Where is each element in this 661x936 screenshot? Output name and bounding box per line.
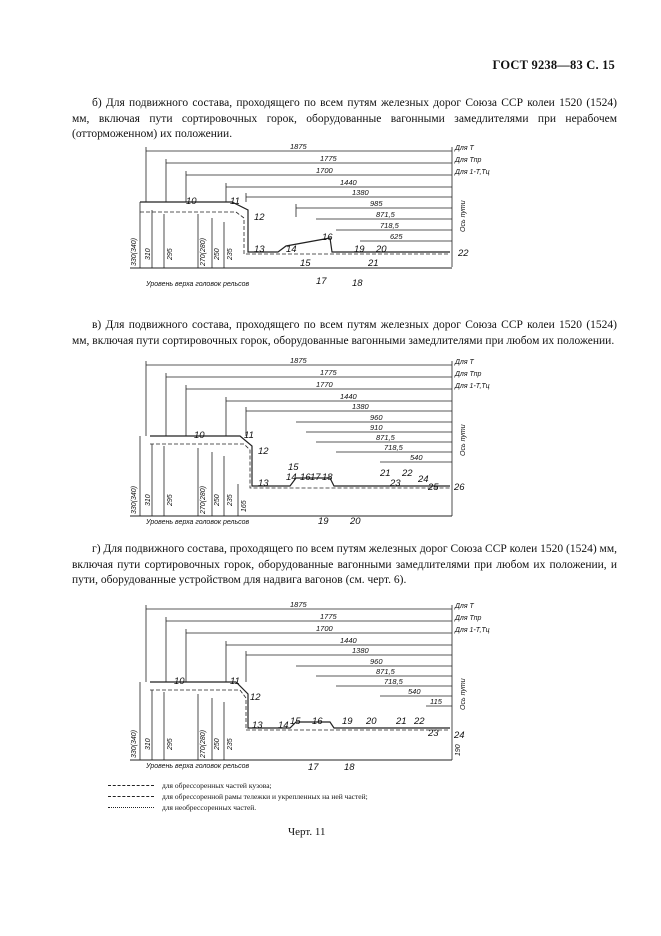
label-for-t: Для Т bbox=[455, 359, 474, 366]
point-24: 24 bbox=[418, 474, 429, 485]
point-19: 19 bbox=[318, 516, 329, 527]
dim-115: 115 bbox=[430, 697, 442, 706]
dim-871: 871,5 bbox=[376, 210, 395, 219]
point-22: 22 bbox=[458, 248, 469, 259]
point-17: 17 bbox=[308, 762, 319, 773]
point-13: 13 bbox=[254, 244, 265, 255]
point-24: 24 bbox=[454, 730, 465, 741]
legend-row bbox=[108, 791, 368, 802]
dim-871: 871,5 bbox=[376, 433, 395, 442]
dim-1440: 1440 bbox=[340, 178, 357, 187]
legend-line-unsprung bbox=[108, 807, 154, 808]
point-19: 19 bbox=[342, 716, 353, 727]
point-13: 13 bbox=[258, 478, 269, 489]
h-310: 310 bbox=[145, 248, 152, 260]
h-250: 250 bbox=[214, 738, 221, 750]
h-330: 330(340) bbox=[131, 729, 138, 758]
point-21: 21 bbox=[380, 468, 391, 479]
dim-718: 718,5 bbox=[384, 443, 403, 452]
point-18: 18 bbox=[322, 472, 333, 483]
label-for-1t: Для 1-Т,Тц bbox=[455, 169, 490, 176]
page-header: ГОСТ 9238—83 С. 15 bbox=[492, 58, 615, 72]
legend-line-frame bbox=[108, 796, 154, 797]
point-13: 13 bbox=[252, 720, 263, 731]
legend-text: для обрессоренной рамы тележки и укрепленных на ней частей; bbox=[162, 792, 368, 801]
point-10: 10 bbox=[186, 196, 197, 207]
dim-1380: 1380 bbox=[352, 646, 369, 655]
legend-row bbox=[108, 802, 368, 813]
dim-1775: 1775 bbox=[320, 368, 337, 377]
h-270: 270(280) bbox=[200, 237, 207, 266]
h-310: 310 bbox=[145, 494, 152, 506]
label-for-tpr: Для Тпр bbox=[455, 615, 482, 622]
h-270: 270(280) bbox=[200, 485, 207, 514]
dim-985: 985 bbox=[370, 199, 383, 208]
figure-b bbox=[0, 142, 661, 292]
h-165: 165 bbox=[241, 500, 248, 512]
h-250: 250 bbox=[214, 248, 221, 260]
legend-text: для необрессоренных частей. bbox=[162, 803, 257, 812]
paragraph-g: г) Для подвижного состава, проходящего по всем путям железных дорог Союза ССР колеи 1520 (1524) мм, включая пути сортировочных горок, оборудованные вагонными замедлителями при любом их положении, и пути, оборудованные устройством для надвига вагонов (см. черт. 6). bbox=[72, 543, 617, 586]
legend-row bbox=[108, 780, 368, 791]
point-14: 14 bbox=[286, 472, 297, 483]
point-16: 16 bbox=[300, 472, 311, 483]
h-295: 295 bbox=[167, 738, 174, 750]
dim-1440: 1440 bbox=[340, 636, 357, 645]
point-20: 20 bbox=[350, 516, 361, 527]
label-for-t: Для Т bbox=[455, 145, 474, 152]
dim-1875: 1875 bbox=[290, 600, 307, 609]
paragraph-b: б) Для подвижного состава, проходящего по всем путям железных дорог Союза ССР колеи 1520 (1524) мм, включая пути сортировочных горок, оборудованные вагонными замедлителями при нерабочем (отторможенном) их положении. bbox=[72, 97, 617, 140]
figure-v bbox=[0, 356, 661, 528]
label-for-1t: Для 1-Т,Тц bbox=[455, 383, 490, 390]
dim-718: 718,5 bbox=[384, 677, 403, 686]
point-23: 23 bbox=[390, 478, 401, 489]
dim-1775: 1775 bbox=[320, 612, 337, 621]
dim-625: 625 bbox=[390, 232, 403, 241]
h-330: 330(340) bbox=[131, 237, 138, 266]
dim-718: 718,5 bbox=[380, 221, 399, 230]
point-16: 16 bbox=[322, 232, 333, 243]
figure-caption: Черт. 11 bbox=[288, 826, 326, 838]
legend bbox=[108, 780, 368, 813]
point-15: 15 bbox=[300, 258, 311, 269]
dim-1875: 1875 bbox=[290, 356, 307, 365]
dim-1700: 1700 bbox=[316, 166, 333, 175]
dim-540: 540 bbox=[410, 453, 423, 462]
dim-1380: 1380 bbox=[352, 188, 369, 197]
point-22: 22 bbox=[402, 468, 413, 479]
label-rail-level: Уровень верха головок рельсов bbox=[146, 281, 250, 288]
point-25: 25 bbox=[428, 482, 439, 493]
point-10: 10 bbox=[194, 430, 205, 441]
legend-line-body bbox=[108, 785, 154, 786]
point-18: 18 bbox=[352, 278, 363, 289]
point-21: 21 bbox=[396, 716, 407, 727]
point-12: 12 bbox=[254, 212, 265, 223]
point-26: 26 bbox=[454, 482, 465, 493]
dim-1875: 1875 bbox=[290, 142, 307, 151]
dim-910: 910 bbox=[370, 423, 383, 432]
dim-1380: 1380 bbox=[352, 402, 369, 411]
label-for-tpr: Для Тпр bbox=[455, 371, 482, 378]
point-14: 14 bbox=[278, 720, 289, 731]
h-330: 330(340) bbox=[131, 485, 138, 514]
h-310: 310 bbox=[145, 738, 152, 750]
point-17: 17 bbox=[310, 472, 321, 483]
point-16: 16 bbox=[312, 716, 323, 727]
legend-text: для обрессоренных частей кузова; bbox=[162, 781, 272, 790]
point-10: 10 bbox=[174, 676, 185, 687]
point-21: 21 bbox=[368, 258, 379, 269]
label-rail-level: Уровень верха головок рельсов bbox=[146, 763, 250, 770]
point-11: 11 bbox=[230, 196, 240, 207]
dim-1700: 1700 bbox=[316, 624, 333, 633]
dim-960: 960 bbox=[370, 413, 383, 422]
dim-1770: 1770 bbox=[316, 380, 333, 389]
point-15: 15 bbox=[288, 462, 299, 473]
h-235: 235 bbox=[227, 738, 234, 750]
point-15: 15 bbox=[290, 716, 301, 727]
point-11: 11 bbox=[244, 430, 254, 441]
h-250: 250 bbox=[214, 494, 221, 506]
label-axis: Ось пути bbox=[460, 678, 467, 710]
h-190: 190 bbox=[455, 744, 462, 756]
point-12: 12 bbox=[250, 692, 261, 703]
dim-1775: 1775 bbox=[320, 154, 337, 163]
label-axis: Ось пути bbox=[460, 424, 467, 456]
label-for-tpr: Для Тпр bbox=[455, 157, 482, 164]
point-22: 22 bbox=[414, 716, 425, 727]
dim-540: 540 bbox=[408, 687, 421, 696]
label-for-t: Для Т bbox=[455, 603, 474, 610]
point-20: 20 bbox=[376, 244, 387, 255]
dim-960: 960 bbox=[370, 657, 383, 666]
label-for-1t: Для 1-Т,Тц bbox=[455, 627, 490, 634]
point-19: 19 bbox=[354, 244, 365, 255]
h-270: 270(280) bbox=[200, 729, 207, 758]
point-23: 23 bbox=[428, 728, 439, 739]
h-235: 235 bbox=[227, 494, 234, 506]
paragraph-v: в) Для подвижного состава, проходящего по всем путям железных дорог Союза ССР колеи 1520 (1524) мм, включая пути сортировочных горок, оборудованные вагонными замедлителями при любом их положении. bbox=[72, 319, 617, 347]
point-12: 12 bbox=[258, 446, 269, 457]
dim-871: 871,5 bbox=[376, 667, 395, 676]
h-235: 235 bbox=[227, 248, 234, 260]
point-14: 14 bbox=[286, 244, 297, 255]
point-20: 20 bbox=[366, 716, 377, 727]
figure-g bbox=[0, 600, 661, 773]
label-rail-level: Уровень верха головок рельсов bbox=[146, 519, 250, 526]
dim-1440: 1440 bbox=[340, 392, 357, 401]
point-11: 11 bbox=[230, 676, 240, 687]
h-295: 295 bbox=[167, 494, 174, 506]
point-18: 18 bbox=[344, 762, 355, 773]
h-295: 295 bbox=[167, 248, 174, 260]
label-axis: Ось пути bbox=[460, 200, 467, 232]
point-17: 17 bbox=[316, 276, 327, 287]
